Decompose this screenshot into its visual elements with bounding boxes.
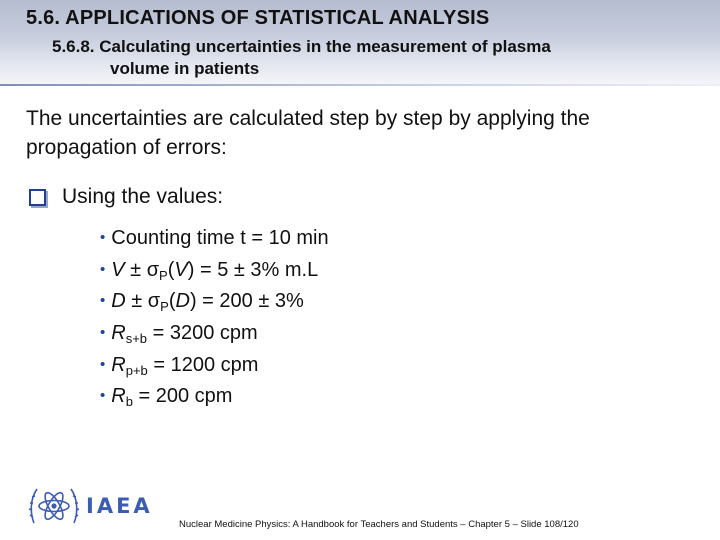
list-item — [100, 287, 329, 319]
subtitle-line-1: 5.6.8. Calculating uncertainties in the measurement of plasma — [52, 37, 551, 56]
value-rest: = 3200 cpm — [147, 322, 258, 345]
value-paren: ( — [167, 258, 175, 281]
value-symbol: D — [111, 290, 126, 313]
value-symbol: R — [111, 322, 126, 345]
bullet-dot-icon: • — [100, 387, 106, 405]
checkbox-bullet-icon — [29, 189, 46, 206]
list-item — [100, 224, 329, 256]
value-argument: V — [174, 258, 188, 281]
iaea-atom-emblem-icon — [28, 483, 80, 529]
value-subscript: p+b — [125, 362, 148, 378]
value-paren: ( — [168, 290, 176, 313]
slide-subtitle — [52, 36, 551, 80]
value-subscript: P — [160, 299, 169, 315]
bullet-dot-icon: • — [100, 229, 106, 246]
bullet-heading-text: Using the values: — [62, 185, 224, 208]
value-rest: ) = 5 ± 3% m.L — [187, 258, 319, 281]
list-item — [100, 256, 329, 288]
header-divider — [0, 84, 720, 86]
subtitle-line-2: volume in patients — [110, 59, 260, 78]
value-symbol: V — [111, 258, 125, 281]
bullet-heading — [29, 185, 223, 209]
value-sigma: ± σ — [124, 258, 160, 281]
value-symbol: R — [111, 385, 126, 408]
value-subscript: s+b — [125, 331, 148, 347]
slide-title: 5.6. APPLICATIONS OF STATISTICAL ANALYSIS — [26, 7, 490, 29]
bullet-dot-icon: • — [100, 260, 106, 278]
intro-paragraph: The uncertainties are calculated step by step by applying the propagation of errors: — [26, 107, 590, 159]
iaea-logo — [28, 483, 153, 529]
value-subscript: b — [125, 394, 133, 410]
bullet-dot-icon: • — [100, 292, 106, 310]
value-argument: D — [175, 290, 190, 313]
values-list — [100, 224, 329, 414]
list-item — [100, 351, 329, 383]
value-subscript: P — [159, 267, 168, 283]
bullet-dot-icon: • — [100, 324, 106, 342]
slide-footer: Nuclear Medicine Physics: A Handbook for Teachers and Students – Chapter 5 – Slide 108/120 — [179, 519, 579, 530]
value-symbol: R — [111, 353, 126, 376]
value-rest: = 200 cpm — [132, 385, 233, 408]
list-item — [100, 319, 329, 351]
value-sigma: ± σ — [125, 290, 161, 313]
value-rest: = 1200 cpm — [147, 353, 259, 376]
bullet-dot-icon: • — [100, 355, 106, 373]
list-item — [100, 382, 329, 414]
value-rest: ) = 200 ± 3% — [189, 290, 304, 313]
iaea-logo-text: IAEA — [86, 494, 153, 518]
value-text: Counting time t = 10 min — [111, 227, 329, 249]
